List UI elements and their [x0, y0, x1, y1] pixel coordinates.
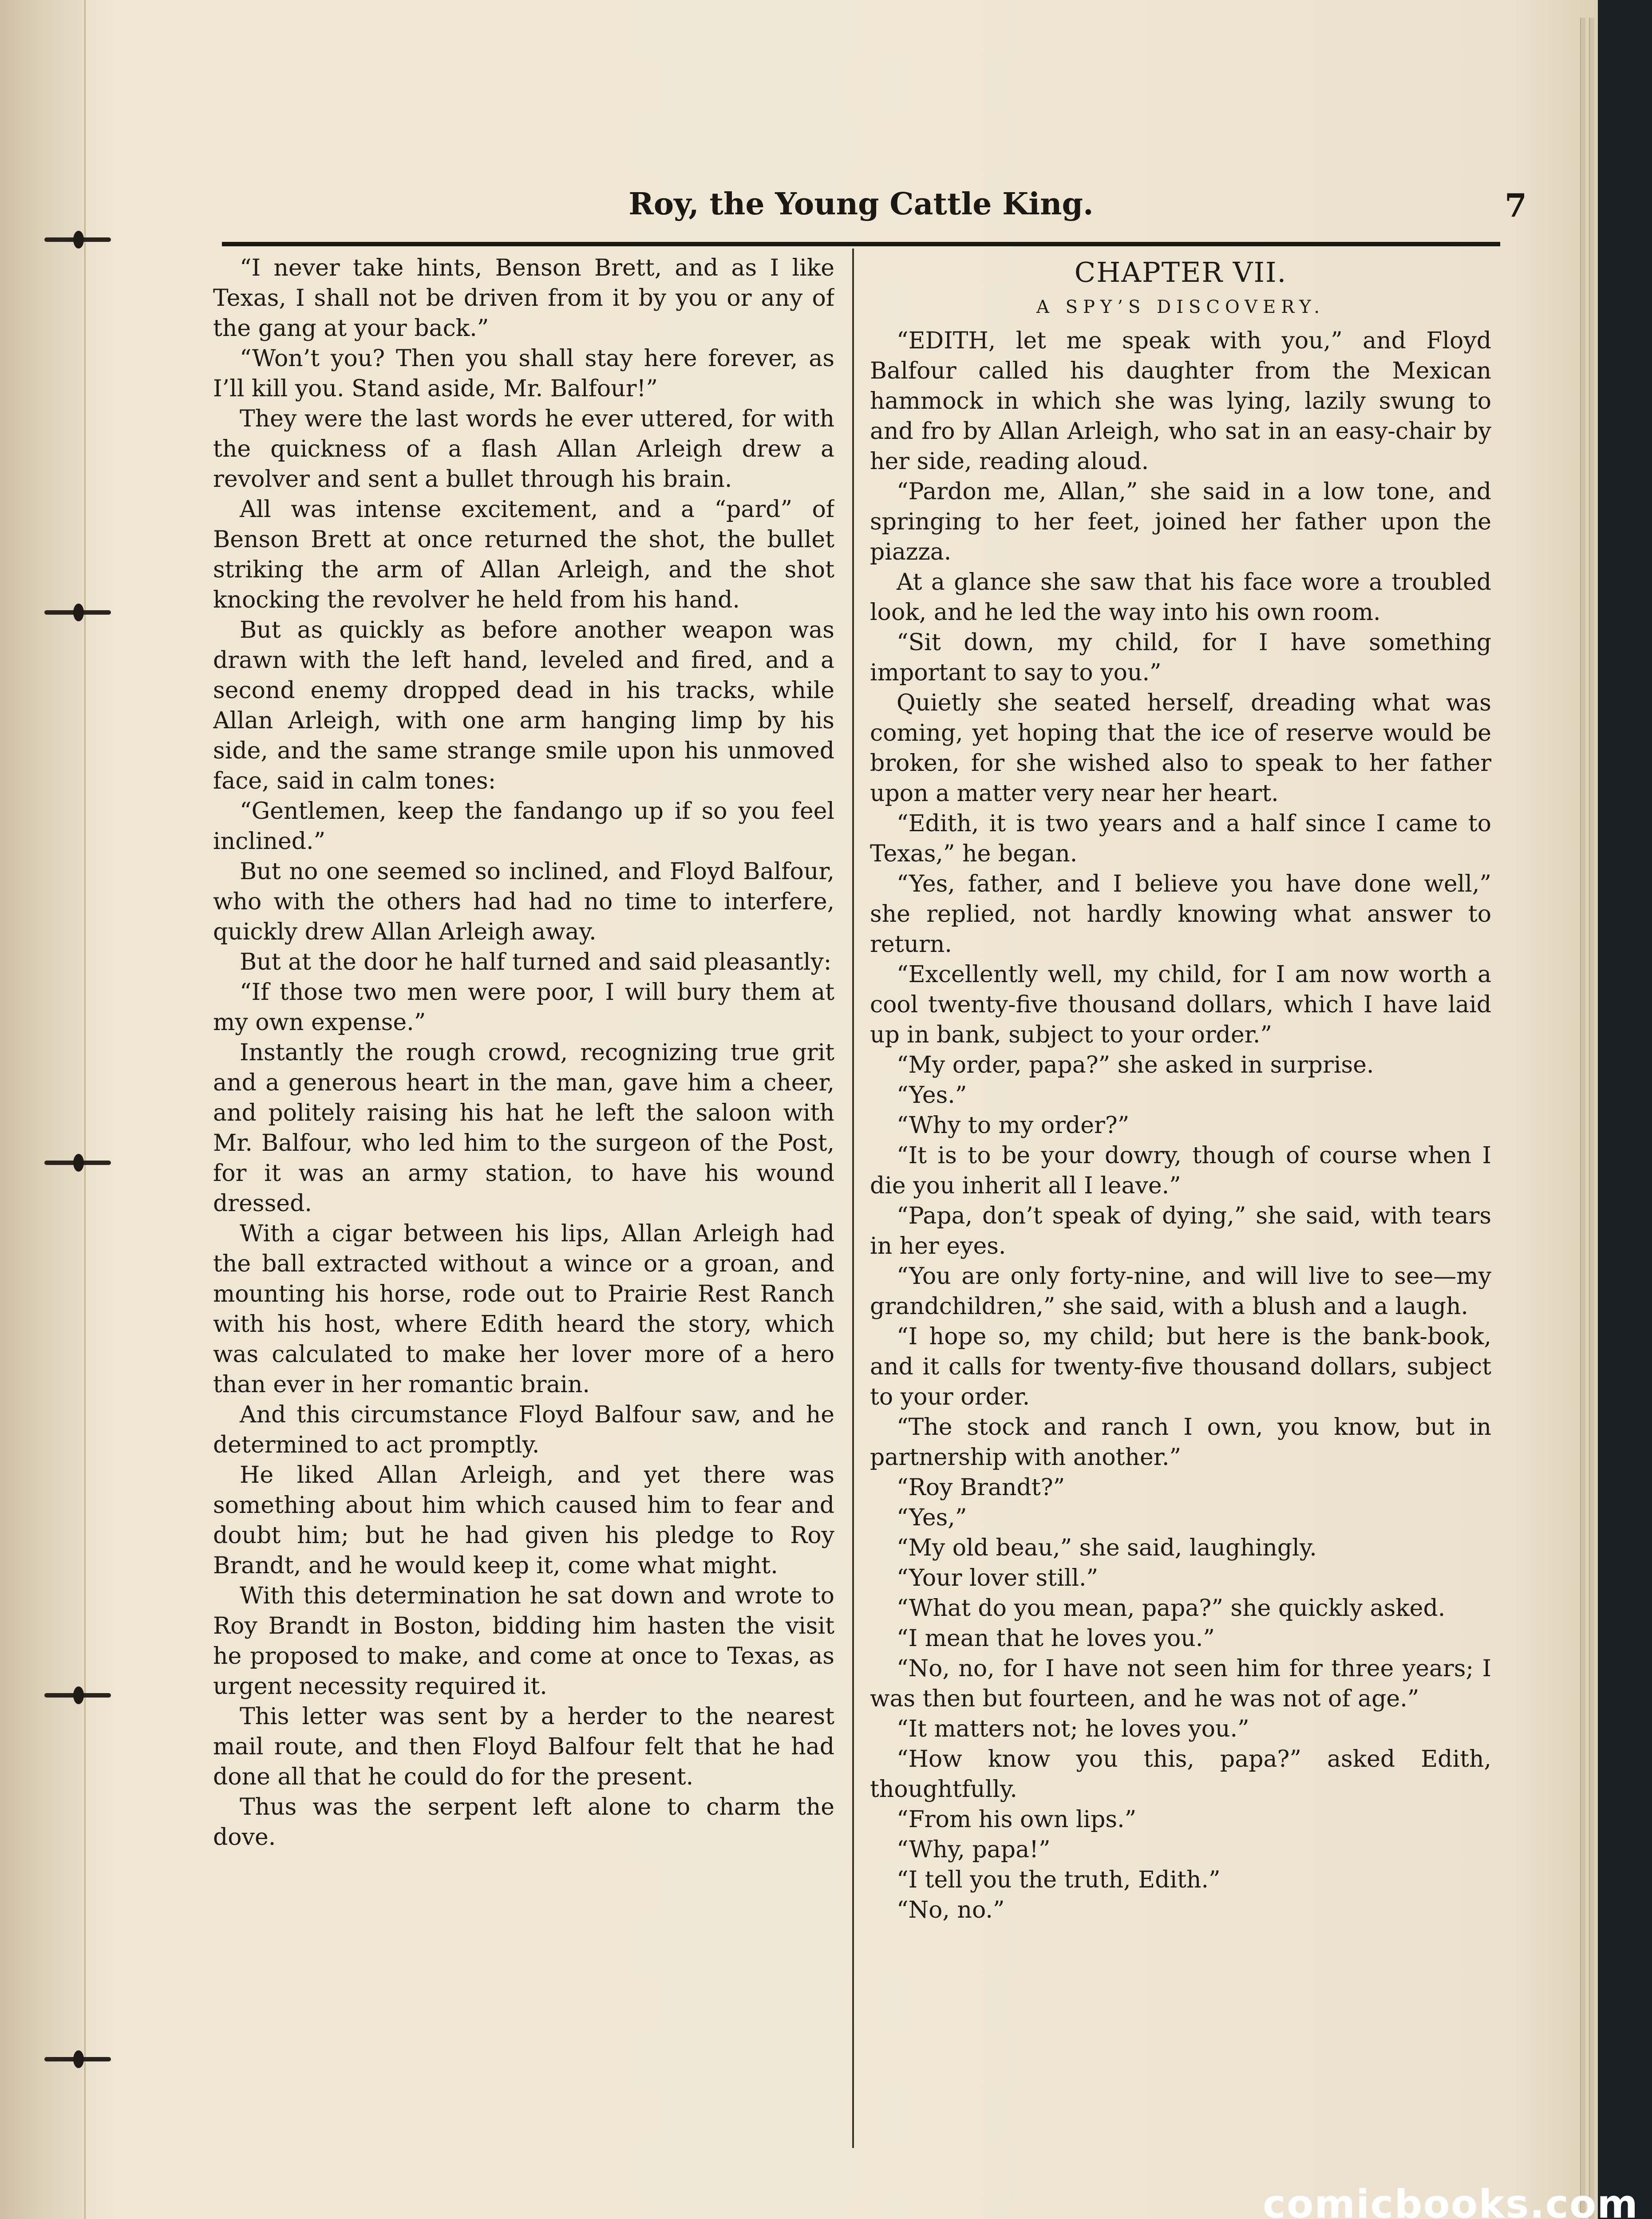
binding-gutter — [0, 0, 86, 2219]
paragraph: “I never take hints, Benson Brett, and as I like Texas, I shall not be driven from it by you or any of the gang at your back.” — [213, 255, 834, 342]
paragraph: “I mean that he loves you.” — [897, 1625, 1215, 1652]
paragraph: “It matters not; he loves you.” — [897, 1716, 1249, 1742]
paragraph: “No, no.” — [897, 1897, 1005, 1923]
paragraph: But as quickly as before another weapon was drawn with the left hand, leveled and fired, and a second enemy dropped dead in his tracks, while Allan Arleigh, with one arm hanging limp by his side, and the same strange smile upon his unmoved face, said in calm tones: — [213, 617, 834, 794]
paragraph: “Yes.” — [897, 1082, 967, 1109]
right-column — [870, 253, 1491, 2161]
paragraph: But no one seemed so inclined, and Floyd Balfour, who with the others had had no time to interfere, quickly drew Allan Arleigh away. — [213, 858, 834, 945]
paragraph: “EDITH, let me speak with you,” and Floyd Balfour called his daughter from the Mexican hammock in which she was lying, lazily swung to and fro by Allan Arleigh, who sat in an easy-chair by her side, reading aloud. — [870, 328, 1491, 475]
paragraph: “Your lover still.” — [897, 1565, 1099, 1591]
page-number: 7 — [1504, 186, 1527, 224]
binding-stitch — [27, 1154, 115, 1172]
running-title: Roy, the Young Cattle King. — [628, 186, 1094, 222]
paragraph: “It is to be your dowry, though of course when I die you inherit all I leave.” — [870, 1142, 1491, 1199]
paragraph: “Why, papa!” — [897, 1836, 1051, 1863]
paragraph: “Excellently well, my child, for I am now worth a cool twenty-five thousand dollars, which I have laid up in bank, subject to your order.” — [870, 961, 1491, 1048]
paragraph: “From his own lips.” — [897, 1806, 1137, 1833]
paragraph: But at the door he half turned and said pleasantly: — [240, 949, 832, 975]
paragraph: With a cigar between his lips, Allan Arleigh had the ball extracted without a wince or a groan, and mounting his horse, rode out to Prairie Rest Ranch with his host, where Edith heard the story, which was calculated to make her lover more of a hero than ever in her romantic brain. — [213, 1220, 834, 1398]
paragraph: At a glance she saw that his face wore a troubled look, and he led the way into his own room. — [870, 569, 1491, 626]
chapter-title: CHAPTER VII. — [1074, 256, 1287, 288]
paragraph: And this circumstance Floyd Balfour saw, and he determined to act promptly. — [213, 1402, 834, 1458]
paragraph: “Yes, father, and I believe you have done well,” she replied, not hardly knowing what answer to return. — [870, 871, 1491, 958]
paragraph: “If those two men were poor, I will bury them at my own expense.” — [213, 979, 834, 1036]
paragraph: “I tell you the truth, Edith.” — [897, 1867, 1221, 1893]
paragraph: “My old beau,” she said, laughingly. — [897, 1535, 1317, 1561]
paragraph: “Edith, it is two years and a half since I came to Texas,” he began. — [870, 810, 1491, 867]
paragraph: They were the last words he ever uttered, for with the quickness of a flash Allan Arleigh drew a revolver and sent a bullet through his brain. — [213, 406, 834, 493]
paragraph: “Why to my order?” — [897, 1112, 1130, 1139]
paragraph: “Gentlemen, keep the fandango up if so you feel inclined.” — [213, 798, 834, 855]
paragraph: “You are only forty-nine, and will live to see—my grandchildren,” she said, with a blush and a laugh. — [870, 1263, 1491, 1320]
paragraph: “I hope so, my child; but here is the bank-book, and it calls for twenty-five thousand dollars, subject to your order. — [870, 1323, 1491, 1410]
left-column — [213, 253, 834, 2161]
paragraph: “How know you this, papa?” asked Edith, thoughtfully. — [870, 1746, 1491, 1803]
header-rule — [222, 242, 1500, 246]
paragraph: Thus was the serpent left alone to charm the dove. — [213, 1794, 834, 1851]
page-header — [222, 186, 1527, 235]
column-rule — [852, 249, 854, 2148]
page-edge — [1580, 18, 1585, 2219]
paragraph: “What do you mean, papa?” she quickly asked. — [897, 1595, 1446, 1622]
paragraph: “Pardon me, Allan,” she said in a low tone, and springing to her feet, joined her father upon the piazza. — [870, 478, 1491, 565]
paragraph: “No, no, for I have not seen him for three years; I was then but fourteen, and he was not of age.” — [870, 1655, 1491, 1712]
chapter-subtitle: A SPY’S DISCOVERY. — [1036, 297, 1325, 317]
paragraph: All was intense excitement, and a “pard” of Benson Brett at once returned the shot, the bullet striking the arm of Allan Arleigh, and the shot knocking the revolver he held from his hand. — [213, 496, 834, 613]
binding-stitch — [27, 1686, 115, 1704]
paragraph: With this determination he sat down and wrote to Roy Brandt in Boston, bidding him hasten the visit he proposed to make, and come at once to Texas, as urgent necessity required it. — [213, 1583, 834, 1700]
paragraph: This letter was sent by a herder to the nearest mail route, and then Floyd Balfour felt that he had done all that he could do for the present. — [213, 1703, 834, 1790]
paragraph: Quietly she seated herself, dreading what was coming, yet hoping that the ice of reserve would be broken, for she wished also to speak to her father upon a matter very near her heart. — [870, 690, 1491, 807]
paragraph: “Sit down, my child, for I have something important to say to you.” — [870, 629, 1491, 686]
binding-stitch — [27, 604, 115, 621]
binding-stitch — [27, 231, 115, 249]
paragraph: “My order, papa?” she asked in surprise. — [897, 1052, 1374, 1078]
binding-stitch — [27, 2050, 115, 2068]
paragraph: “Yes,” — [897, 1504, 967, 1531]
watermark-text: comicbooks.com — [1262, 2181, 1639, 2219]
paragraph: “Papa, don’t speak of dying,” she said, with tears in her eyes. — [870, 1203, 1491, 1260]
paragraph: He liked Allan Arleigh, and yet there was something about him which caused him to fear and doubt him; but he had given his pledge to Roy Brandt, and he would keep it, come what might. — [213, 1462, 834, 1579]
paragraph: “The stock and ranch I own, you know, but in partnership with another.” — [870, 1414, 1491, 1471]
paragraph: Instantly the rough crowd, recognizing true grit and a generous heart in the man, gave him a cheer, and politely raising his hat he left the saloon with Mr. Balfour, who led him to the surgeon of the Post, for it was an army station, to have his wound dressed. — [213, 1039, 834, 1217]
paragraph: “Roy Brandt?” — [897, 1474, 1065, 1501]
page-edge — [1589, 18, 1594, 2219]
paragraph: “Won’t you? Then you shall stay here forever, as I’ll kill you. Stand aside, Mr. Balfour!” — [213, 345, 834, 402]
